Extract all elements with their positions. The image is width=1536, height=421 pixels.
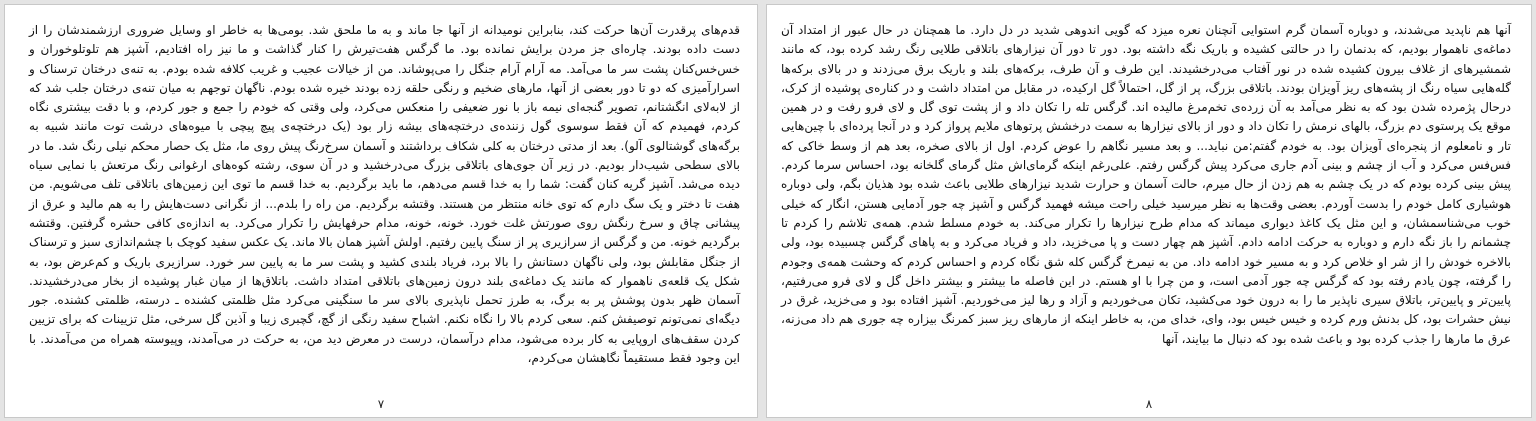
left-page-number: ۷	[377, 397, 385, 411]
left-page	[4, 4, 758, 418]
right-page-paragraph: آنها هم ناپدید می‌شدند، و دوباره آسمان گرم استوایی آنچنان نعره میزد که گویی اندوهی شدید در دل دارد. ما همچنان در حال عبور از امتداد آن دماغه‌ی ناهموار بودیم، که بدنمان را در حالتی کشیده و باریک نگه داشته بود. دور تا دور آن نیزارهای باتلاقی طلایی رنگ رشد کرده بود، که مانند شمشیرهای از غلاف بیرون کشیده شده در نور آفتاب می‌درخشیدند. این طرف و آن طرف، برکه‌های بلند و باریک برق می‌زدند و در بالای برکه‌ها گله‌هایی سیاه رنگ از پشه‌های ریز آویزان بودند. باتلاقی بزرگ، پر از گل، احتمالاً گل ارکیده، در مقابل من امتداد داشت و در کناره‌ی پوشیده از کرک، درحال پژمرده شدن بود که به نظر می‌آمد به آن زرده‌ی تخم‌مرغ مالیده اند. گرگس تله را تکان داد و از پشت توی گل و لای فرو رفت و در همین موقع یک پرستوی دم بزرگ، بالهای نرمش را تکان داد و دور از بالای نیزارها به سمت درخشش پرتوهای ملایم پرواز کرد و در آنجا پرده‌ای با چین‌هایی تار و نامعلوم از پنجره‌ای آویزان بود. به خودم گفتم:من نباید... و بعد مسیر نگاهم را عوض کردم. اول از بالای صخره، بعد هم از وسط خاکی که فس‌فس می‌کرد و آب از چشم و بینی آدم جاری می‌کرد پیش گرگس رفتم. علی‌رغم اینکه گرمای‌اش مثل گرمای گلخانه بود، احساس سرما کردم. پیش بینی کرده بودم که در یک چشم به هم زدن از حال میرم، حالت آسمان و حرارت شدید نیزارهای طلایی باعث شده بود هذیان بگم، ولی دوباره هوشیاری کامل خودم را بدست آوردم. بعضی وقت‌ها به نظر میرسید خیلی راحت میشه فهمید گرگس و آشپز چه جور آدمایی هستن، انگار که خیلی خوب می‌شناسمشان، و این مثل یک کاغذ دیواری میماند که مدام طرح نیزارها را تکرار می‌کند. به خودم مسلط شدم. همه‌ی تلاشم را کردم تا چشمانم را باز نگه دارم و دوباره به حرکت ادامه دادم. آشپز هم چهار دست و پا می‌خزید، داد و فریاد می‌کرد و به پاهای گرگس چسبیده بود، ولی بالاخره خودش را از شر او خلاص کرد و به مسیر خود ادامه داد. من به نیمرخ گرگس کله شق نگاه کردم و احساس کردم که وحشت همه‌ی وجودم را گرفته، چون یادم رفته بود که گرگس چه جور آدمی است، و من چرا با او هستم. در این فاصله ما بیشتر و بیشتر داخل گل و لای فرو می‌رفتیم، پایین‌تر و پایین‌تر، باتلاق سیری ناپذیر ما را به درون خود می‌کشید، تکان می‌خوردیم و آزاد و رها لیز می‌خوردیم. آشپز افتاده بود و می‌خزید، غرق در نیش حشرات بود، کل بدنش ورم کرده و خیس خیس بود، وای، خدای من، به خاطر اینکه از مارهای ریز سبز کمرنگ بیزاره چه جوری هم داد می‌زنه، عرق ما مارها را جذب کرده بود و باعث شده بود که دنبال ما بیایند، آنها	[781, 23, 1511, 346]
right-page-body	[781, 21, 1511, 349]
right-page	[766, 4, 1532, 418]
right-page-number: ۸	[1145, 397, 1153, 411]
left-page-paragraph: قدم‌های پرقدرت آن‌ها حرکت کند، بنابراین نومیدانه از آنها جا ماند و به ما ملحق شد. بومی‌ها به خاطر او وسایل ضروری ارزشمندشان را از دست داده بودند. چاره‌ای جز مردن برایش نمانده بود. ما گرگس هفت‌تیرش را کنار گذاشت و ما نیز راه افتادیم، آشپز هم تلوتلوخوران و خس‌خس‌کنان پشت سر ما می‌آمد. مه آرام آرام جنگل را می‌پوشاند. من از خیالات عجیب و غریب کلافه شده بودم. به تنه‌ی درختان ترسناک و اسرارآمیزی که دو تا دور بعضی از آنها، مارهای ضخیم و رنگی حلقه زده بودند خیره شده بودم. ناگهان توجهم به میان تنه‌ی درختان جلب شد که از لابه‌لای انگشتانم، تصویر گنجه‌ای نیمه باز با نور ضعیفی را منعکس می‌کرد، ولی وقتی که خودم را جمع و جور کردم، و با دقت بیشتری نگاه کردم، فهمیدم که آن فقط سوسوی گول زننده‌ی درختچه‌های بیشه زار بود (یک درختچه‌ی پیچ پیچی با میوه‌های درشت توت مانند شبیه به برگه‌های گوشتالوی آلو). بعد از مدتی درختان به کلی شکاف برداشتند و آسمان سرخ‌رنگ پیش روی ما، مثل یک حصار محکم نیلی رنگ شد. ما در بالای سطحی شیب‌دار بودیم. در زیر آن جوی‌های باتلاقی بزرگ می‌درخشید و در آن سوی، رشته کوه‌های ارغوانی رنگ مرتعش با نمایی سیاه دیده می‌شد. آشپز گریه کنان گفت: شما را به خدا قسم می‌دهم، ما باید برگردیم. به خدا قسم ما توی این زمین‌های باتلاقی تلف می‌شویم. من هفت تا دختر و یک سگ دارم که توی خانه منتظر من هستند. وقتشه برگردیم. من راه را بلدم... از نگرانی دست‌هایش را به هم مالید و عرق از پیشانی چاق و سرخ رنگش روی صورتش غلت خورد. خونه، خونه، مدام حرفهایش را تکرار می‌کرد. به اندازه‌ی کافی حشره گرفتین. وقتشه برگردیم خونه. من و گرگس از سرازیری پر از سنگ پایین رفتیم. اولش آشپز همان بالا ماند. یک عکس سفید کوچک با چشم‌اندازی سبز و ترسناک از جنگل مقابلش بود، ولی ناگهان دستانش را بالا برد، فریاد بلندی کشید و پشت سر ما به پایین سر خورد. سرازیری باریک و کم‌عرض بود، به شکل یک قلعه‌ی ناهموار که مانند یک دماغه‌ی بلند درون زمین‌های باتلاقی امتداد داشت. باتلاق‌ها از میان غبار پوشیده از بخار می‌درخشیدند. آسمان ظهر بدون پوشش پر به برگ، به طرز تحمل ناپذیری بالای سر ما سنگینی می‌کرد مثل ظلمتی کشنده ـ درسته، ظلمتی کشنده. جور دیگه‌ای نمی‌تونم توصیفش کنم. سعی کردم بالا را نگاه نکنم. اشباح سفید رنگی از گچ، گچبری زیبا و آذین گل سرخی، مثل تزیینات که برای تزیین کردن سقف‌های اروپایی به کار برده می‌شود، مدام درآسمان، درست در معرض دید من، به حرکت در می‌آمدند، وپیوسته همراه من می‌آمدند. با این وجود فقط مستقیماً نگاهشان می‌کردم،	[29, 23, 740, 366]
left-page-body	[29, 21, 740, 368]
